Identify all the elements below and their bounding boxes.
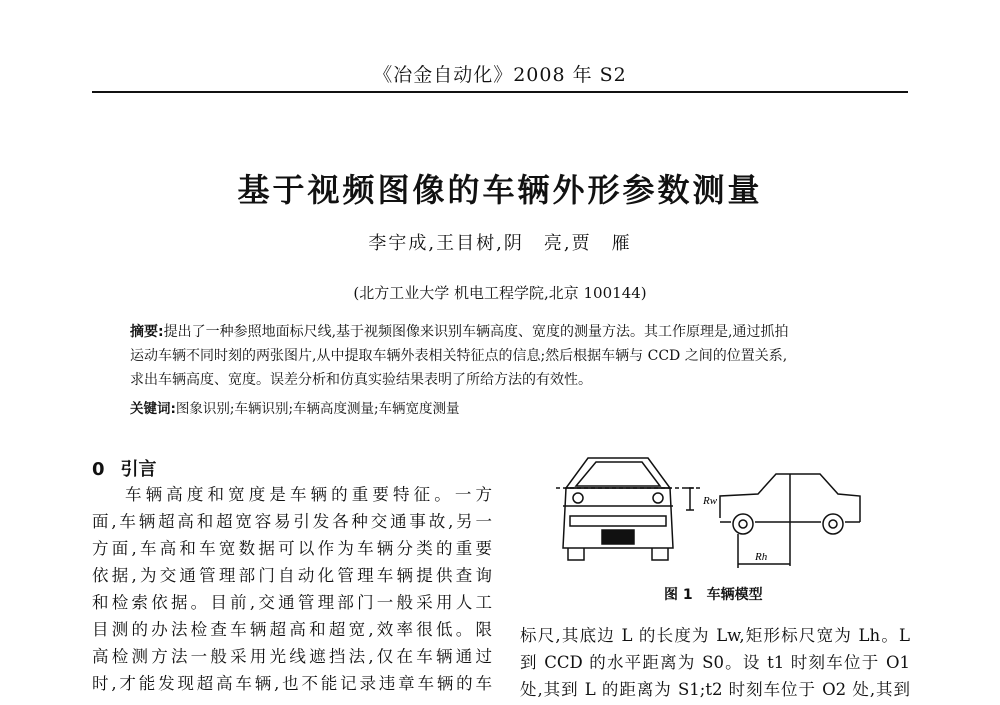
body-line: 目测的办法检查车辆超高和超宽,效率很低。限 [92, 620, 492, 639]
body-line: 面,车辆超高和超宽容易引发各种交通事故,另一 [92, 512, 492, 531]
vehicle-model-figure [550, 448, 880, 578]
label-rw: Rw [703, 495, 718, 507]
section-heading [92, 455, 157, 481]
keywords-text: 图象识别;车辆识别;车辆高度测量;车辆宽度测量 [175, 401, 460, 417]
left-column [92, 481, 492, 697]
car-front-view [563, 458, 673, 560]
body-line: 高检测方法一般采用光线遮挡法,仅在车辆通过 [92, 647, 492, 666]
figure-caption [664, 584, 763, 604]
section-number: 0 [92, 459, 105, 480]
abstract-line: 求出车辆高度、宽度。误差分析和仿真实验结果表明了所给方法的有效性。 [130, 372, 592, 388]
paper-title: 基于视频图像的车辆外形参数测量 [237, 171, 763, 209]
abstract [130, 320, 878, 392]
body-line: 到 CCD 的水平距离为 S0。设 t1 时刻车位于 O1 [520, 653, 910, 672]
abstract-label: 摘要: [130, 324, 164, 340]
figure-number: 图 1 [664, 587, 693, 603]
authors: 李宇成,王目树,阴 亮,贾 雁 [368, 233, 632, 254]
body-line: 时,才能发现超高车辆,也不能记录违章车辆的车 [92, 674, 492, 693]
body-line: 车辆高度和宽度是车辆的重要特征。一方 [125, 485, 492, 504]
figure-caption-text: 车辆模型 [706, 587, 763, 603]
abstract-line [130, 320, 878, 344]
abstract-line: 运动车辆不同时刻的两张图片,从中提取车辆外表相关特征点的信息;然后根据车辆与 CCD 之间的位置关系, [130, 348, 788, 364]
body-line: 处,其到 L 的距离为 S1;t2 时刻车位于 O2 处,其到 [520, 680, 910, 699]
keywords [130, 397, 878, 421]
section-title: 引言 [120, 459, 157, 480]
right-column [520, 622, 910, 703]
affiliation: (北方工业大学 机电工程学院,北京 100144) [353, 284, 647, 302]
body-line: 和检索依据。目前,交通管理部门一般采用人工 [92, 593, 492, 612]
abstract-text: 提出了一种参照地面标尺线,基于视频图像来识别车辆高度、宽度的测量方法。其工作原理是,通过抓拍 [163, 324, 789, 340]
keywords-label: 关键词: [130, 401, 176, 417]
header-rule [92, 91, 908, 93]
body-line: 依据,为交通管理部门自动化管理车辆提供查询 [92, 566, 492, 585]
body-line: 标尺,其底边 L 的长度为 Lw,矩形标尺宽为 Lh。L [520, 626, 910, 645]
body-line: 方面,车高和车宽数据可以作为车辆分类的重要 [92, 539, 492, 558]
journal-header: 《冶金自动化》2008 年 S2 [373, 64, 627, 86]
car-side-view [720, 474, 860, 566]
label-rh: Rh [755, 551, 768, 563]
